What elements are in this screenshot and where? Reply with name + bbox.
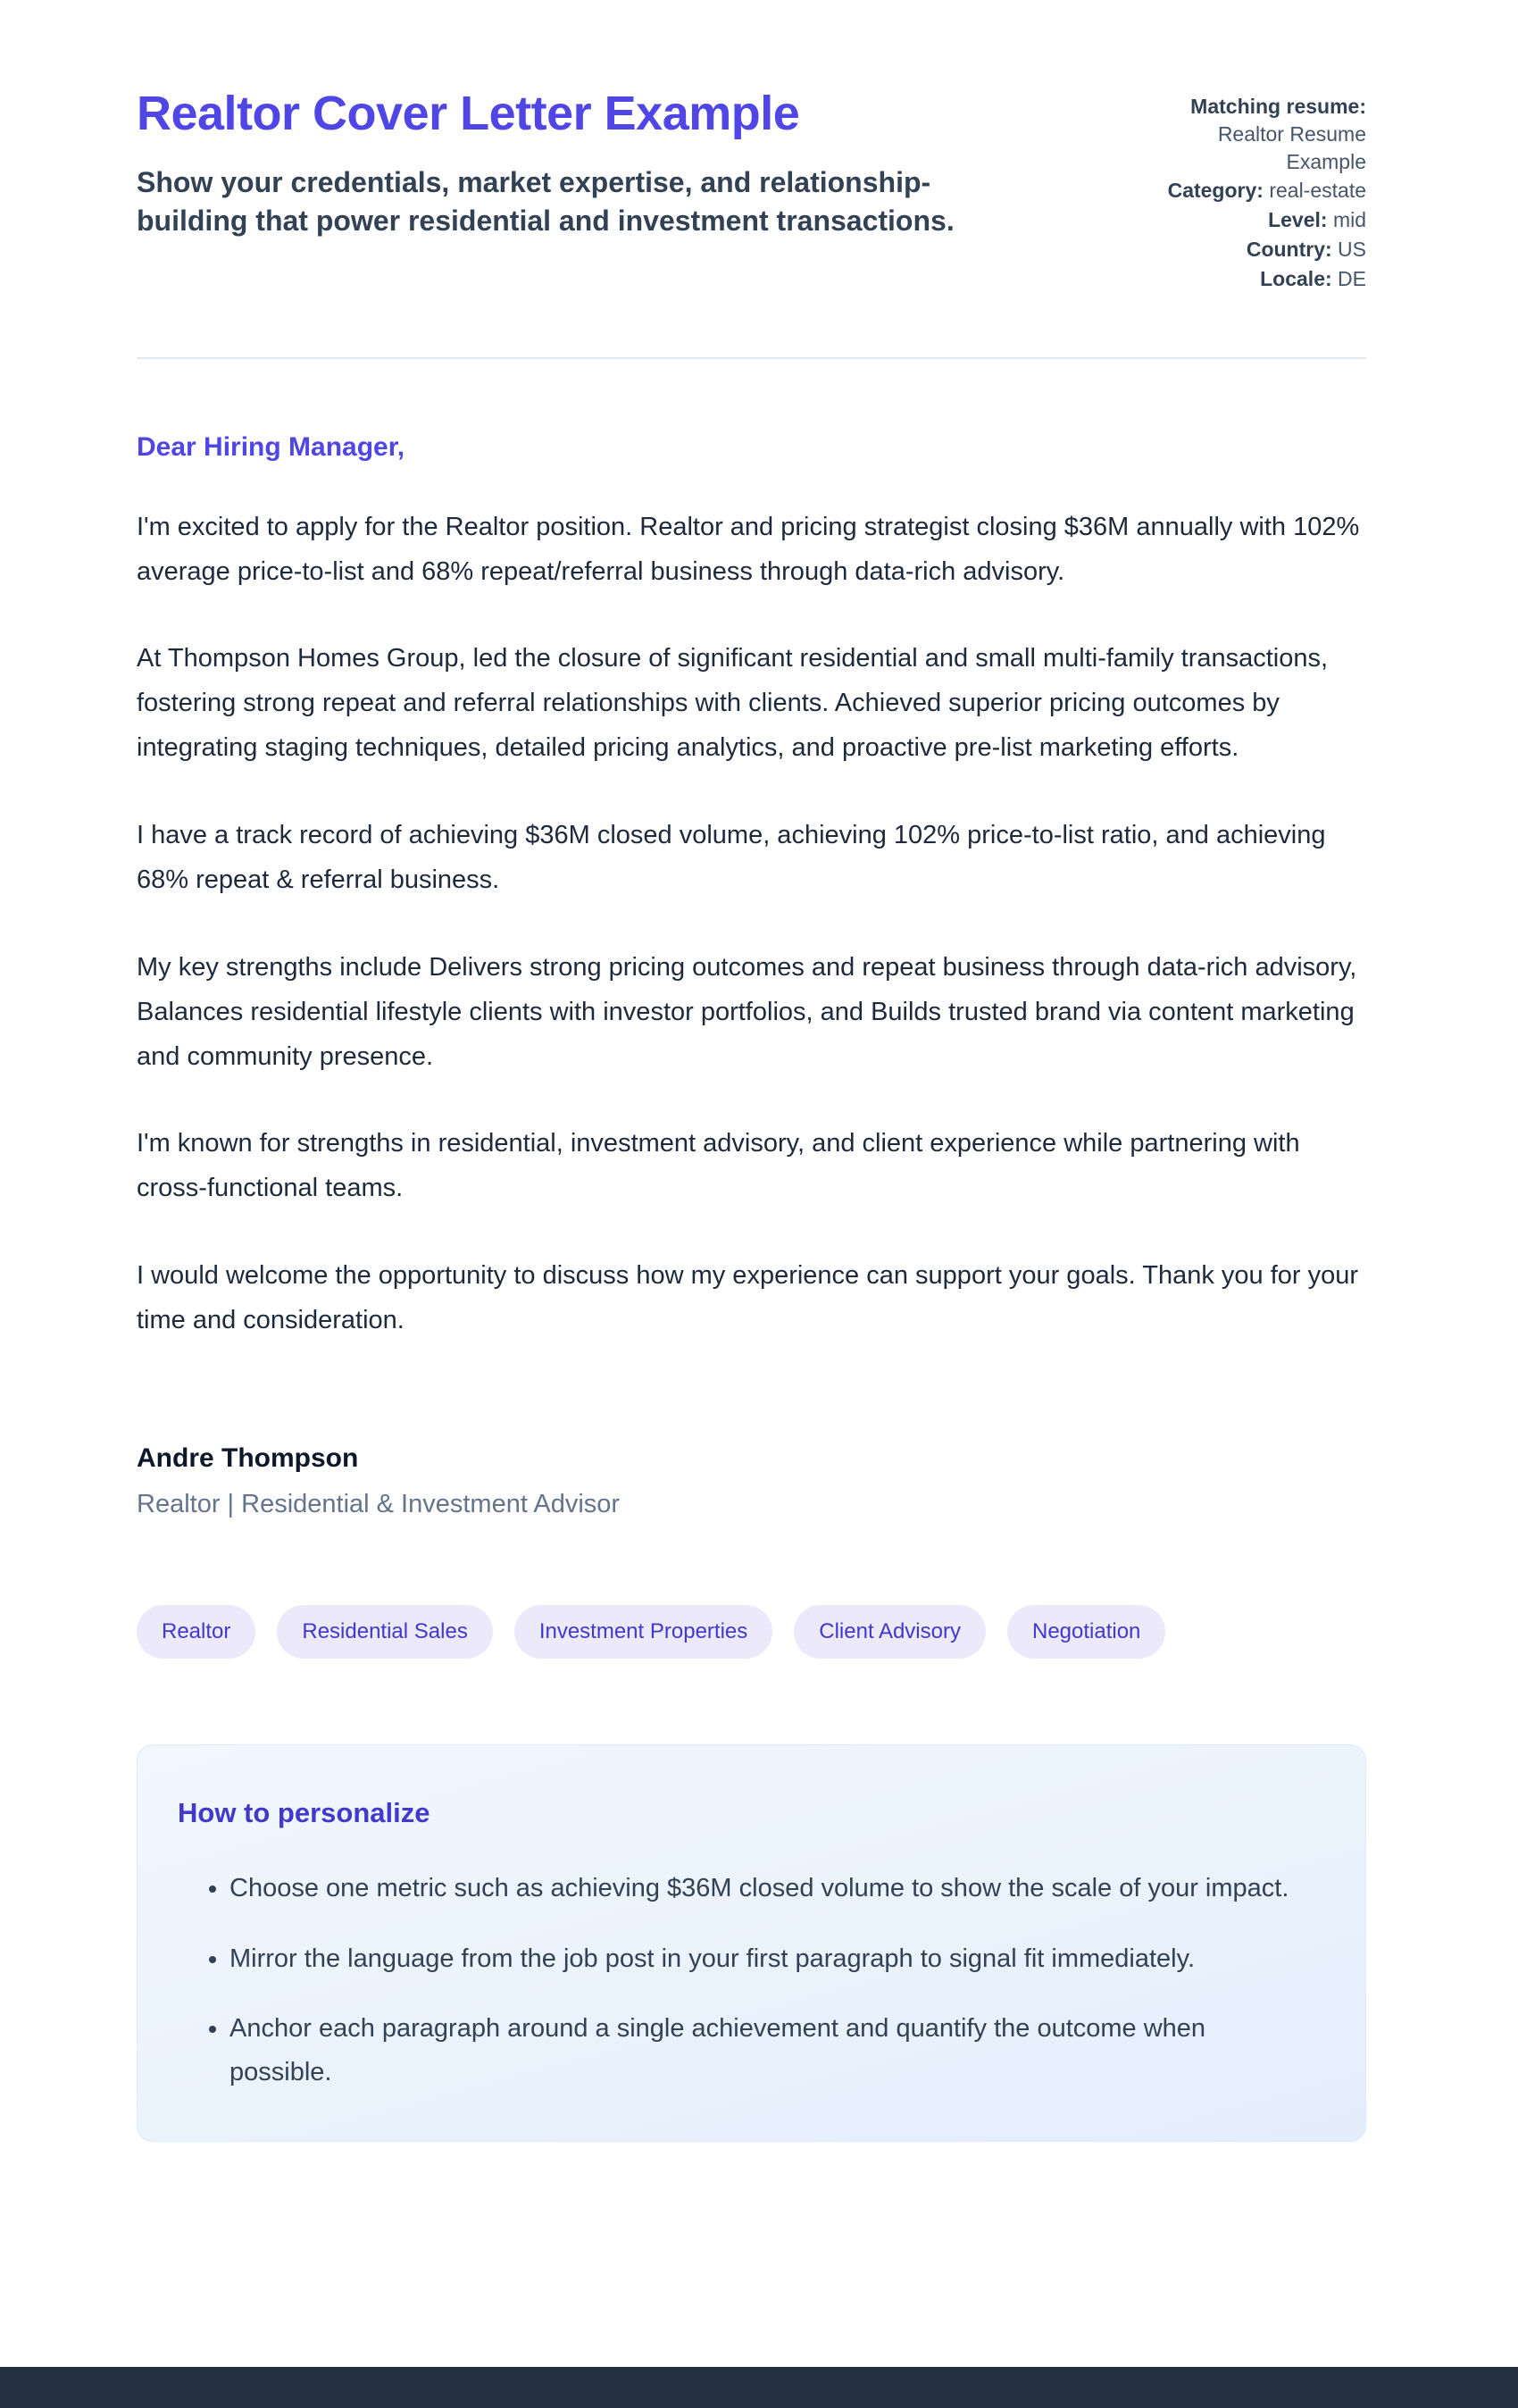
- footer-bar: [0, 2367, 1518, 2408]
- meta-value: Realtor Resume Example: [1217, 121, 1366, 173]
- meta-row-matching-resume: [1154, 93, 1366, 175]
- resume-meta-panel: [1154, 88, 1366, 295]
- personalize-tip-list: [178, 1867, 1312, 2094]
- header-divider: [137, 357, 1366, 359]
- meta-row-country: [1154, 236, 1366, 263]
- meta-row-locale: [1154, 265, 1366, 293]
- tag-chip-realtor[interactable]: Realtor: [137, 1605, 255, 1659]
- meta-row-level: [1154, 206, 1366, 234]
- header-text: [137, 88, 1118, 239]
- letter-paragraph-1: I'm excited to apply for the Realtor position. Realtor and pricing strategist closing $36M annually with 102% average price-to-list and 68% repeat/referral business through data-rich advisory.: [137, 512, 1360, 586]
- salutation: Dear Hiring Manager,: [137, 431, 405, 462]
- letter-paragraph-6: I would welcome the opportunity to discuss how my experience can support your goals. Thank you for your time and consideration.: [137, 1261, 1359, 1335]
- signature-block: [137, 1443, 1366, 1519]
- signature-name: Andre Thompson: [137, 1442, 359, 1473]
- tip-item-3: • Anchor each paragraph around a single achievement and quantify the outcome when possible.: [229, 2007, 1312, 2094]
- page-subtitle: Show your credentials, market expertise, and relationship-building that power residential and investment transactions.: [137, 166, 955, 237]
- meta-label: Locale:: [1260, 266, 1332, 290]
- letter-paragraph-4: My key strengths include Delivers strong pricing outcomes and repeat business through data-rich advisory, Balances residential lifestyle clients with investor portfolios, and Builds trusted brand via content marketing and community presence.: [137, 952, 1357, 1071]
- tag-list: [137, 1605, 1366, 1659]
- meta-label: Country:: [1246, 238, 1332, 262]
- tag-chip-client-advisory[interactable]: Client Advisory: [794, 1605, 986, 1659]
- tag-chip-negotiation[interactable]: Negotiation: [1007, 1605, 1165, 1659]
- letter-paragraph-2: At Thompson Homes Group, led the closure of significant residential and small multi-family transactions, fostering strong repeat and referral relationships with clients. Achieved superior pricing outcomes by integrating staging techniques, detailed pricing analytics, and proactive pre-list marketing efforts.: [137, 644, 1329, 763]
- meta-value: real-estate: [1269, 179, 1366, 203]
- meta-value: US: [1338, 238, 1366, 262]
- tag-chip-investment-properties[interactable]: Investment Properties: [514, 1605, 772, 1659]
- meta-row-category: [1154, 177, 1366, 205]
- personalize-box: [137, 1744, 1366, 2142]
- letter-paragraph-5: I'm known for strengths in residential, investment advisory, and client experience while partnering with cross-functional teams.: [137, 1129, 1300, 1203]
- cover-letter-body: [137, 432, 1366, 1519]
- tip-item-1: • Choose one metric such as achieving $36M closed volume to show the scale of your impact.: [229, 1867, 1312, 1911]
- tag-chip-residential-sales[interactable]: Residential Sales: [277, 1605, 492, 1659]
- tip-item-2: • Mirror the language from the job post in your first paragraph to signal fit immediately.: [229, 1937, 1312, 1981]
- meta-label: Matching resume:: [1190, 95, 1366, 118]
- letter-paragraph-3: I have a track record of achieving $36M closed volume, achieving 102% price-to-list ratio, and achieving 68% repeat & referral business.: [137, 821, 1326, 894]
- meta-label: Category:: [1167, 179, 1264, 203]
- meta-value: mid: [1332, 208, 1366, 232]
- meta-label: Level:: [1268, 208, 1328, 232]
- page-title: Realtor Cover Letter Example: [137, 87, 800, 140]
- meta-value: DE: [1338, 266, 1366, 290]
- header: [137, 88, 1366, 295]
- personalize-title: How to personalize: [178, 1796, 430, 1828]
- signature-title: Realtor | Residential & Investment Advisor: [137, 1489, 621, 1518]
